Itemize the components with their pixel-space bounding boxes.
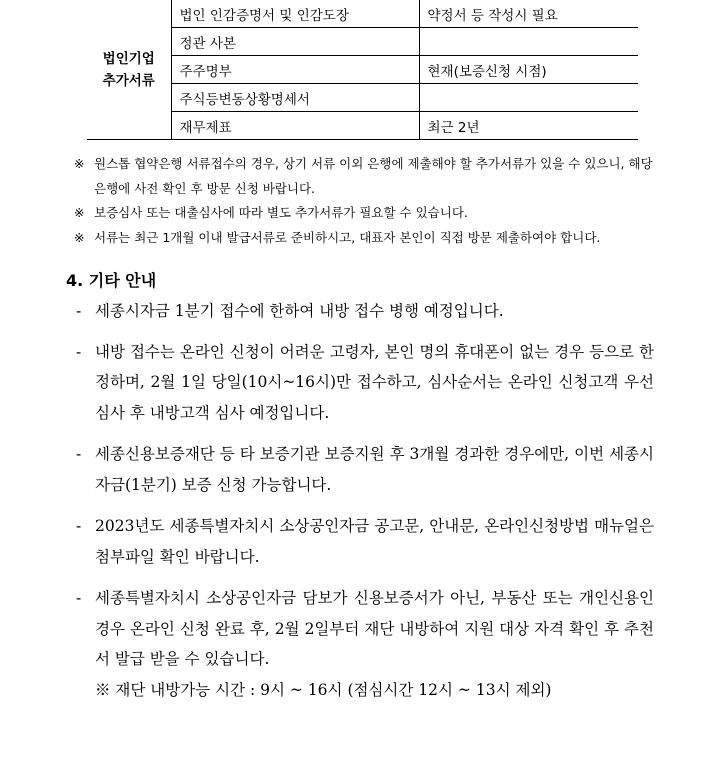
doc-cell: 주주명부 (171, 56, 419, 84)
item-text: 세종신용보증재단 등 타 보증기관 보증지원 후 3개월 경과한 경우에만, 이번 세종시 자금(1분기) 보증 신청 가능합니다. (95, 445, 654, 494)
doc-cell: 법인 인감증명서 및 인감도장 (171, 0, 419, 28)
dash-bullet: - (76, 342, 82, 361)
dash-bullet: - (76, 517, 82, 535)
list-item (74, 583, 654, 675)
dash-bullet: - (76, 589, 82, 607)
reference-mark: ※ (74, 205, 85, 220)
list-item (74, 439, 654, 500)
note-text: 보증심사 또는 대출심사에 따라 별도 추가서류가 필요할 수 있습니다. (94, 205, 468, 220)
note-cell: 현재(보증신청 시점) (419, 56, 638, 84)
note-text: 서류는 최근 1개월 이내 발급서류로 준비하시고, 대표자 본인이 직접 방문 제출하여야 합니다. (94, 229, 601, 245)
list-item (74, 337, 654, 429)
note-item (74, 201, 654, 226)
section-heading: 4. 기타 안내 (66, 271, 157, 290)
reference-mark: ※ (74, 229, 85, 245)
visit-hours-note: ※ 재단 내방가능 시간 : 9시 ~ 16시 (점심시간 12시 ~ 13시 제외) (95, 680, 552, 699)
note-item (74, 152, 654, 201)
note-cell (419, 28, 638, 56)
dash-bullet: - (76, 302, 82, 320)
list-item (74, 296, 654, 327)
note-cell (419, 84, 638, 112)
note-item (74, 226, 654, 251)
item-text: 2023년도 세종특별자치시 소상공인자금 공고문, 안내문, 온라인신청방법 매뉴얼은 첨부파일 확인 바랍니다. (95, 517, 654, 566)
reference-mark: ※ (74, 156, 85, 171)
item-text: 세종특별자치시 소상공인자금 담보가 신용보증서가 아닌, 부동산 또는 개인신용인 경우 온라인 신청 완료 후, 2월 2일부터 재단 내방하여 지원 대상 자격 확인 후 추천서 발급 받을 수 있습니다. (95, 589, 654, 668)
doc-cell: 주식등변동상황명세서 (171, 84, 419, 112)
table-category-cell (87, 0, 171, 140)
doc-cell: 재무제표 (171, 112, 419, 140)
item-text: 내방 접수는 온라인 신청이 어려운 고령자, 본인 명의 휴대폰이 없는 경우 등으로 한정하며, 2월 1일 당일(10시~16시)만 접수하고, 심사순서는 온라인 신청고객 우선 심사 후 내방고객 심사 예정입니다. (95, 342, 654, 422)
item-text: 세종시자금 1분기 접수에 한하여 내방 접수 병행 예정입니다. (95, 302, 504, 320)
doc-cell: 정관 사본 (171, 28, 419, 56)
dash-bullet: - (76, 445, 82, 463)
info-list (74, 296, 654, 705)
table-row (87, 0, 638, 28)
note-cell: 최근 2년 (419, 112, 638, 140)
corporate-docs-table (87, 0, 638, 140)
note-cell: 약정서 등 작성시 필요 (419, 0, 638, 28)
list-item (74, 511, 654, 572)
notes-list (74, 152, 654, 250)
category-label: 법인기업 추가서류 (102, 50, 155, 89)
note-text: 원스톱 협약은행 서류접수의 경우, 상기 서류 이외 은행에 제출해야 할 추가서류가 있을 수 있으니, 해당 은행에 사전 확인 후 방문 신청 바랍니다. (94, 156, 653, 196)
